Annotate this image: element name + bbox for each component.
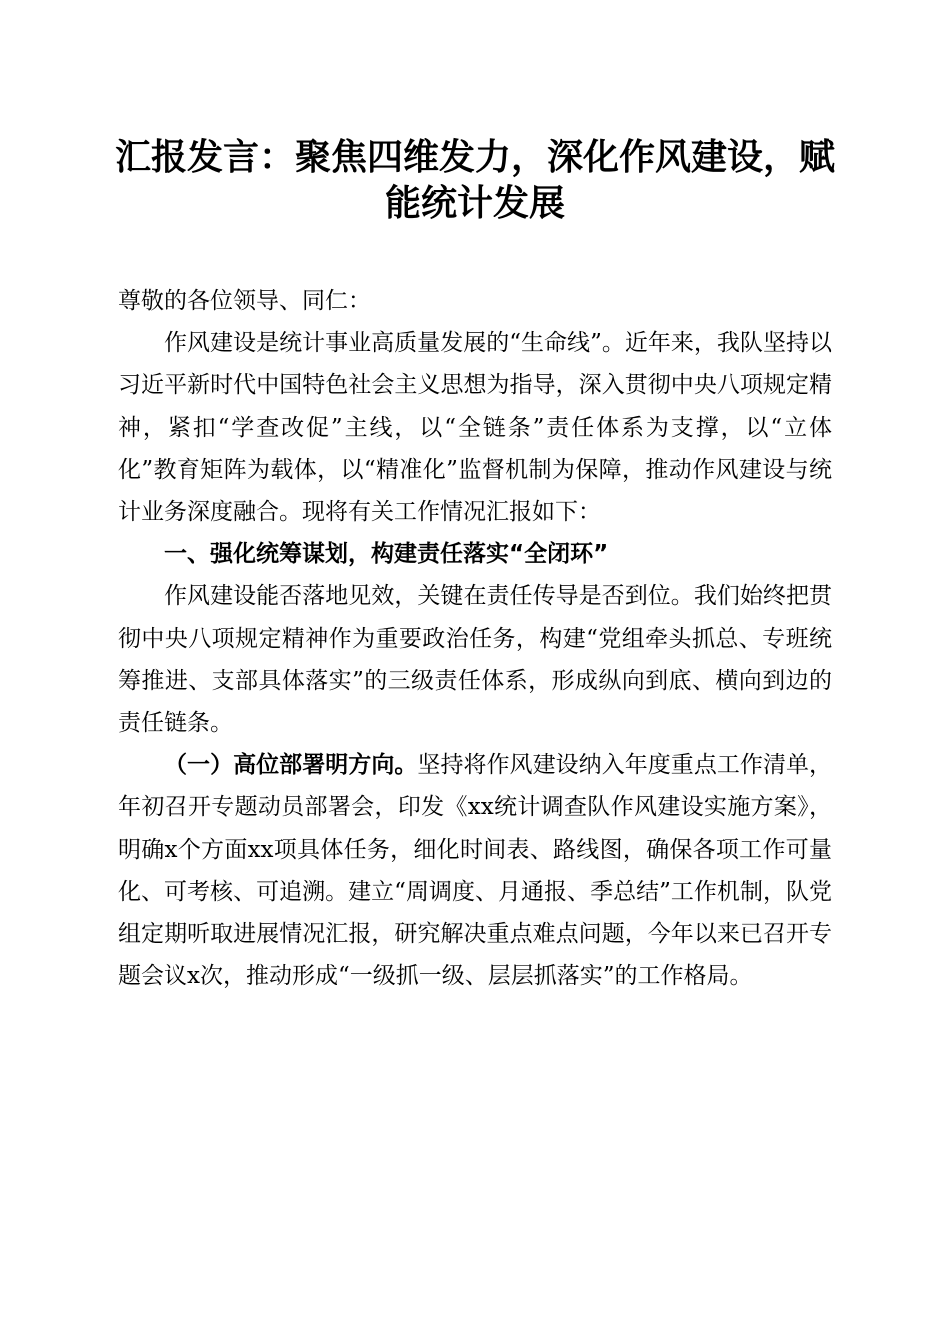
section-1-paragraph: 作风建设能否落地见效，关键在责任传导是否到位。我们始终把贯彻中央八项规定精神作为重要政治任务，构建“党组牵头抓总、专班统筹推进、支部具体落实”的三级责任体系，形成纵向到底、横向到边的责任链条。 [118,583,832,737]
document-body [118,280,832,997]
salutation: 尊敬的各位领导、同仁： [118,288,371,314]
document-title: 汇报发言：聚焦四维发力，深化作风建设，赋能统计发展 [114,136,835,224]
section-heading-1: 一、强化统筹谋划，构建责任落实“全闭环” [164,541,609,568]
subsection-1-text: 坚持将作风建设纳入年度重点工作清单，年初召开专题动员部署会，印发《xx统计调查队作风建设实施方案》，明确x个方面xx项具体任务，细化时间表、路线图，确保各项工作可量化、可考核、可追溯。建立“周调度、月通报、季总结”工作机制，队党组定期听取进展情况汇报，研究解决重点难点问题，今年以来已召开专题会议x次，推动形成“一级抓一级、层层抓落实”的工作格局。 [118,752,833,990]
subsection-1-lead: （一）高位部署明方向。 [164,751,418,779]
subsection-1-paragraph [118,744,832,997]
intro-paragraph: 作风建设是统计事业高质量发展的“生命线”。近年来，我队坚持以习近平新时代中国特色社会主义思想为指导，深入贯彻中央八项规定精神，紧扣“学查改促”主线，以“全链条”责任体系为支撑，以“立体化”教育矩阵为载体，以“精准化”监督机制为保障，推动作风建设与统计业务深度融合。现将有关工作情况汇报如下： [118,330,832,526]
